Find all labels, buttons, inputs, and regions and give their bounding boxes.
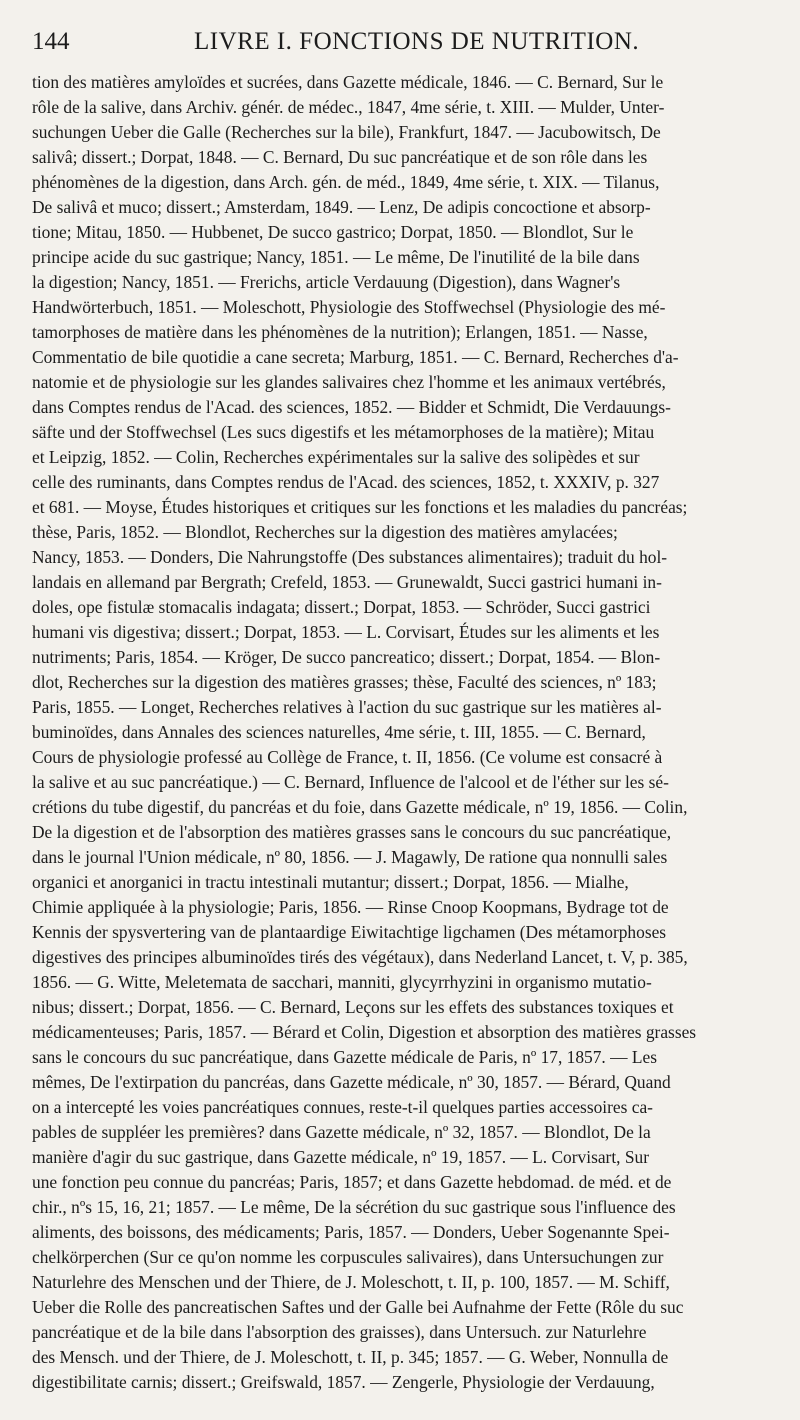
text-line: dans Comptes rendus de l'Acad. des sciences, 1852. — Bidder et Schmidt, Die Verdauungs-	[32, 397, 671, 417]
text-line: pancréatique et de la bile dans l'absorption des graisses), dans Untersuch. zur Naturlehre	[32, 1322, 647, 1342]
text-line: organici et anorganici in tractu intestinali mutantur; dissert.; Dorpat, 1856. — Mialhe,	[32, 872, 629, 892]
text-line: Handwörterbuch, 1851. — Moleschott, Physiologie des Stoffwechsel (Physiologie des mé-	[32, 297, 666, 317]
text-line: manière d'agir du suc gastrique, dans Gazette médicale, nº 19, 1857. — L. Corvisart, Sur	[32, 1147, 650, 1167]
page-header	[32, 28, 768, 64]
text-line: digestives des principes albuminoïdes tirés des végétaux), dans Nederland Lancet, t. V, p. 385,	[32, 947, 688, 967]
text-line: landais en allemand par Bergrath; Crefeld, 1853. — Grunewaldt, Succi gastrici humani in-	[32, 572, 662, 592]
text-line: la salive et au suc pancréatique.) — C. Bernard, Influence de l'alcool et de l'éther sur les sé-	[32, 772, 669, 792]
text-line: nibus; dissert.; Dorpat, 1856. — C. Bernard, Leçons sur les effets des substances toxiques et	[32, 997, 674, 1017]
text-line: Paris, 1855. — Longet, Recherches relatives à l'action du suc gastrique sur les matières al-	[32, 697, 662, 717]
text-line: aliments, des boissons, des médicaments; Paris, 1857. — Donders, Ueber Sogenannte Spei-	[32, 1222, 670, 1242]
text-line: 1856. — G. Witte, Meletemata de sacchari, manniti, glycyrrhyzini in organismo mutatio-	[32, 972, 652, 992]
text-line: buminoïdes, dans Annales des sciences naturelles, 4me série, t. III, 1855. — C. Bernard,	[32, 722, 646, 742]
page-number: 144	[32, 28, 70, 55]
text-line: et Leipzig, 1852. — Colin, Recherches expérimentales sur la salive des solipèdes et sur	[32, 447, 640, 467]
text-line: dlot, Recherches sur la digestion des matières grasses; thèse, Faculté des sciences, nº 183;	[32, 672, 657, 692]
text-line: phénomènes de la digestion, dans Arch. gén. de méd., 1849, 4me série, t. XIX. — Tilanus,	[32, 172, 660, 192]
bibliography-text	[32, 70, 768, 1395]
text-line: salivâ; dissert.; Dorpat, 1848. — C. Bernard, Du suc pancréatique et de son rôle dans les	[32, 147, 648, 167]
text-line: Ueber die Rolle des pancreatischen Saftes und der Galle bei Aufnahme der Fette (Rôle du suc	[32, 1297, 684, 1317]
text-line: Cours de physiologie professé au Collège de France, t. II, 1856. (Ce volume est consacré à	[32, 747, 663, 767]
text-line: humani vis digestiva; dissert.; Dorpat, 1853. — L. Corvisart, Études sur les aliments et les	[32, 622, 660, 642]
text-line: sans le concours du suc pancréatique, dans Gazette médicale de Paris, nº 17, 1857. — Les	[32, 1047, 657, 1067]
text-line: la digestion; Nancy, 1851. — Frerichs, article Verdauung (Digestion), dans Wagner's	[32, 272, 621, 292]
text-line: Chimie appliquée à la physiologie; Paris, 1856. — Rinse Cnoop Koopmans, Bydrage tot de	[32, 897, 669, 917]
text-line: crétions du tube digestif, du pancréas et du foie, dans Gazette médicale, nº 19, 1856. — Colin,	[32, 797, 688, 817]
text-line: thèse, Paris, 1852. — Blondlot, Recherches sur la digestion des matières amylacées;	[32, 522, 618, 542]
text-line: Commentatio de bile quotidie a cane secreta; Marburg, 1851. — C. Bernard, Recherches d'a-	[32, 347, 679, 367]
text-line: tamorphoses de matière dans les phénomènes de la nutrition); Erlangen, 1851. — Nasse,	[32, 322, 648, 342]
text-line: Nancy, 1853. — Donders, Die Nahrungstoffe (Des substances alimentaires); traduit du hol-	[32, 547, 668, 567]
text-line: Naturlehre des Menschen und der Thiere, de J. Moleschott, t. II, p. 100, 1857. — M. Schiff,	[32, 1272, 670, 1292]
text-line: tione; Mitau, 1850. — Hubbenet, De succo gastrico; Dorpat, 1850. — Blondlot, Sur le	[32, 222, 634, 242]
text-line: des Mensch. und der Thiere, de J. Moleschott, t. II, p. 345; 1857. — G. Weber, Nonnulla de	[32, 1347, 669, 1367]
text-line: natomie et de physiologie sur les glandes salivaires chez l'homme et les animaux vertébrés,	[32, 372, 666, 392]
text-line: Kennis der spysvertering van de plantaardige Eiwitachtige ligchamen (Des métamorphoses	[32, 922, 667, 942]
text-line: De la digestion et de l'absorption des matières grasses sans le concours du suc pancréatique,	[32, 822, 672, 842]
text-line: chir., nºs 15, 16, 21; 1857. — Le même, De la sécrétion du suc gastrique sous l'influence des	[32, 1197, 676, 1217]
text-line: celle des ruminants, dans Comptes rendus de l'Acad. des sciences, 1852, t. XXXIV, p. 327	[32, 472, 660, 492]
text-line: principe acide du suc gastrique; Nancy, 1851. — Le même, De l'inutilité de la bile dans	[32, 247, 640, 267]
text-line: pables de suppléer les premières? dans Gazette médicale, nº 32, 1857. — Blondlot, De la	[32, 1122, 651, 1142]
text-line: et 681. — Moyse, Études historiques et critiques sur les fonctions et les maladies du pancréas;	[32, 497, 688, 517]
text-line: digestibilitate carnis; dissert.; Greifswald, 1857. — Zengerle, Physiologie der Verdauung,	[32, 1372, 655, 1392]
text-line: médicamenteuses; Paris, 1857. — Bérard et Colin, Digestion et absorption des matières grasses	[32, 1022, 697, 1042]
text-line: rôle de la salive, dans Archiv. génér. de médec., 1847, 4me série, t. XIII. — Mulder, Unter-	[32, 97, 665, 117]
text-line: une fonction peu connue du pancréas; Paris, 1857; et dans Gazette hebdomad. de méd. et de	[32, 1172, 672, 1192]
text-line: mêmes, De l'extirpation du pancréas, dans Gazette médicale, nº 30, 1857. — Bérard, Quand	[32, 1072, 671, 1092]
text-line: säfte und der Stoffwechsel (Les sucs digestifs et les métamorphoses de la matière); Mitau	[32, 422, 655, 442]
text-line: tion des matières amyloïdes et sucrées, dans Gazette médicale, 1846. — C. Bernard, Sur le	[32, 72, 664, 92]
text-line: dans le journal l'Union médicale, nº 80, 1856. — J. Magawly, De ratione qua nonnulli sales	[32, 847, 668, 867]
text-line: doles, ope fistulæ stomacalis indagata; dissert.; Dorpat, 1853. — Schröder, Succi gastrici	[32, 597, 651, 617]
running-head: LIVRE I. FONCTIONS DE NUTRITION.	[194, 28, 640, 55]
text-line: nutriments; Paris, 1854. — Kröger, De succo pancreatico; dissert.; Dorpat, 1854. — Blon-	[32, 647, 661, 667]
text-line: on a intercepté les voies pancréatiques connues, reste-t-il quelques parties accessoires ca-	[32, 1097, 653, 1117]
text-line: De salivâ et muco; dissert.; Amsterdam, 1849. — Lenz, De adipis concoctione et absorp-	[32, 197, 651, 217]
text-line: suchungen Ueber die Galle (Recherches sur la bile), Frankfurt, 1847. — Jacubowitsch, De	[32, 122, 661, 142]
text-line: chelkörperchen (Sur ce qu'on nomme les corpuscules salivaires), dans Untersuchungen zur	[32, 1247, 664, 1267]
